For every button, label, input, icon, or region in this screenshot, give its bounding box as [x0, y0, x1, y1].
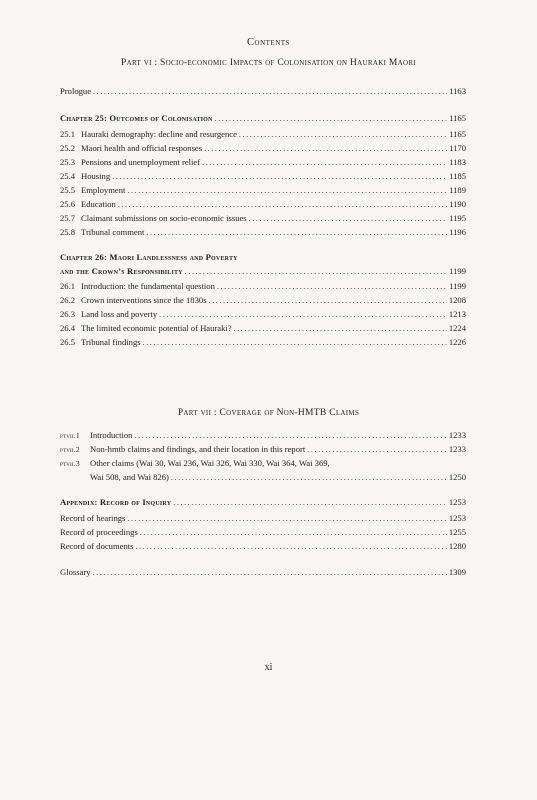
toc-entry-title: Record of hearings	[60, 513, 126, 523]
chapter-title: Chapter 25: Outcomes of Colonisation	[60, 113, 213, 123]
dot-leader	[146, 227, 447, 238]
dot-leader	[93, 86, 447, 97]
toc-entry-page: 1280	[448, 541, 466, 551]
toc-entry-25-3[interactable]	[60, 157, 466, 168]
toc-entry-title: Crown interventions since the 1830s	[81, 295, 207, 305]
toc-entry-prologue[interactable]	[60, 86, 466, 97]
toc-entry-page: 1250	[448, 472, 466, 482]
dot-leader	[118, 199, 447, 210]
toc-entry-title: Tribunal comment	[81, 227, 145, 237]
toc-entry-title: Introduction: the fundamental question	[81, 281, 215, 291]
chapter-title: Appendix: Record of Inquiry	[60, 497, 172, 507]
toc-entry-page: 1208	[448, 295, 466, 305]
toc-entry-page: 1309	[448, 567, 466, 577]
section-number: 26.1	[60, 281, 76, 291]
section-number: 25.3	[60, 157, 76, 167]
dot-leader	[249, 213, 447, 224]
toc-entry-title: Claimant submissions on socio-economic issues	[81, 213, 247, 223]
dot-leader	[234, 323, 447, 334]
toc-entry-page: 1196	[449, 227, 466, 237]
toc-entry-page: 1199	[449, 266, 466, 276]
dot-leader	[93, 567, 447, 578]
toc-entry-record-of-documents[interactable]	[60, 541, 466, 552]
dot-leader	[159, 309, 447, 320]
toc-entry-page: 1213	[448, 309, 466, 319]
toc-entry-title: Education	[81, 199, 116, 209]
toc-entry-title: Glossary	[60, 567, 91, 577]
dot-leader	[171, 472, 447, 483]
dot-leader	[140, 527, 447, 538]
section-number: 26.4	[60, 323, 76, 333]
toc-entry-page: 1195	[449, 213, 466, 223]
chapter-26-title-line1[interactable]: Chapter 26: Maori Landlessness and Poverty	[60, 252, 238, 262]
dot-leader	[173, 497, 447, 508]
toc-entry-title: Housing	[81, 171, 111, 181]
section-number: ptvii.3	[60, 459, 80, 468]
toc-entry-25-5[interactable]	[60, 185, 466, 196]
toc-entry-record-of-proceedings[interactable]	[60, 527, 466, 538]
toc-entry-chapter-26[interactable]	[60, 266, 466, 277]
dot-leader	[112, 171, 447, 182]
toc-entry-26-4[interactable]	[60, 323, 466, 334]
toc-entry-title: Record of proceedings	[60, 527, 138, 537]
dot-leader	[215, 113, 448, 124]
contents-title: Contents	[247, 37, 290, 48]
section-number: 25.7	[60, 213, 76, 223]
section-number: 25.2	[60, 143, 76, 153]
toc-entry-page: 1253	[448, 497, 466, 507]
toc-entry-page: 1233	[448, 430, 466, 440]
toc-entry-title: Pensions and unemployment relief	[81, 157, 201, 167]
toc-entry-title: Non-hmtb claims and findings, and their location in this report	[90, 444, 306, 454]
part-vi-heading: Part vi : Socio-economic Impacts of Colonisation on Hauraki Maori	[121, 58, 416, 68]
section-number: 25.4	[60, 171, 76, 181]
toc-entry-chapter-25[interactable]	[60, 113, 466, 124]
part-vii-heading: Part vii : Coverage of Non-HMTB Claims	[177, 408, 360, 418]
toc-entry-title: Employment	[81, 185, 126, 195]
section-number: ptvii.2	[60, 445, 80, 454]
toc-entry-title: Introduction	[90, 430, 133, 440]
toc-entry-title: Maori health and official responses	[81, 143, 203, 153]
toc-entry-title-continued: Wai 508, and Wai 826)	[90, 472, 169, 482]
section-number: 25.5	[60, 185, 76, 195]
toc-entry-page: 1233	[448, 444, 466, 454]
toc-entry-page: 1255	[448, 527, 466, 537]
toc-entry-ptvii-3[interactable]	[90, 472, 466, 483]
toc-entry-ptvii-3-line1[interactable]	[60, 458, 466, 469]
dot-leader	[143, 337, 447, 348]
toc-entry-page: 1199	[449, 281, 466, 291]
toc-entry-glossary[interactable]	[60, 567, 466, 578]
toc-entry-page: 1253	[448, 513, 466, 523]
toc-entry-26-1[interactable]	[60, 281, 466, 292]
toc-entry-26-5[interactable]	[60, 337, 466, 348]
toc-entry-title: Record of documents	[60, 541, 134, 551]
toc-entry-title: The limited economic potential of Hauraki?	[81, 323, 232, 333]
toc-entry-record-of-hearings[interactable]	[60, 513, 466, 524]
toc-entry-25-1[interactable]	[60, 129, 466, 140]
section-number: 25.8	[60, 227, 76, 237]
toc-entry-page: 1189	[449, 185, 466, 195]
dot-leader	[209, 295, 447, 306]
toc-entry-ptvii-2[interactable]	[60, 444, 466, 455]
toc-entry-title: Prologue	[60, 86, 92, 96]
toc-entry-page: 1190	[449, 199, 466, 209]
toc-entry-page: 1170	[449, 143, 466, 153]
dot-leader	[185, 266, 447, 277]
section-number: ptvii.1	[60, 431, 80, 440]
dot-leader	[217, 281, 447, 292]
dot-leader	[307, 444, 447, 455]
section-number: 26.3	[60, 309, 76, 319]
toc-entry-title: Tribunal findings	[81, 337, 141, 347]
toc-entry-title: Hauraki demography: decline and resurgence	[81, 129, 237, 139]
dot-leader	[127, 513, 446, 524]
toc-entry-26-2[interactable]	[60, 295, 466, 306]
toc-entry-page: 1165	[449, 129, 466, 139]
dot-leader	[202, 157, 447, 168]
toc-entry-title: Other claims (Wai 30, Wai 236, Wai 326, Wai 330, Wai 364, Wai 369,	[90, 458, 330, 468]
section-number: 25.1	[60, 129, 76, 139]
dot-leader	[136, 541, 447, 552]
toc-entry-25-2[interactable]	[60, 143, 466, 154]
toc-entry-ptvii-1[interactable]	[60, 430, 466, 441]
toc-entry-page: 1163	[449, 86, 466, 96]
toc-entry-page: 1185	[449, 171, 466, 181]
toc-entry-25-8[interactable]	[60, 227, 466, 238]
toc-entry-26-3[interactable]	[60, 309, 466, 320]
section-number: 25.6	[60, 199, 76, 209]
toc-entry-title: Land loss and poverty	[81, 309, 158, 319]
toc-entry-25-4[interactable]	[60, 171, 466, 182]
section-number: 26.5	[60, 337, 76, 347]
toc-entry-page: 1183	[449, 157, 466, 167]
dot-leader	[127, 185, 447, 196]
dot-leader	[134, 430, 446, 441]
dot-leader	[239, 129, 447, 140]
toc-entry-page: 1224	[448, 323, 466, 333]
toc-entry-page: 1226	[448, 337, 466, 347]
toc-entry-25-7[interactable]	[60, 213, 466, 224]
page-folio: xi	[264, 662, 273, 673]
toc-entry-page: 1165	[449, 113, 466, 123]
dot-leader	[204, 143, 447, 154]
toc-entry-appendix[interactable]	[60, 497, 466, 508]
section-number: 26.2	[60, 295, 76, 305]
toc-entry-25-6[interactable]	[60, 199, 466, 210]
chapter-title: and the Crown’s Responsibility	[60, 266, 183, 276]
